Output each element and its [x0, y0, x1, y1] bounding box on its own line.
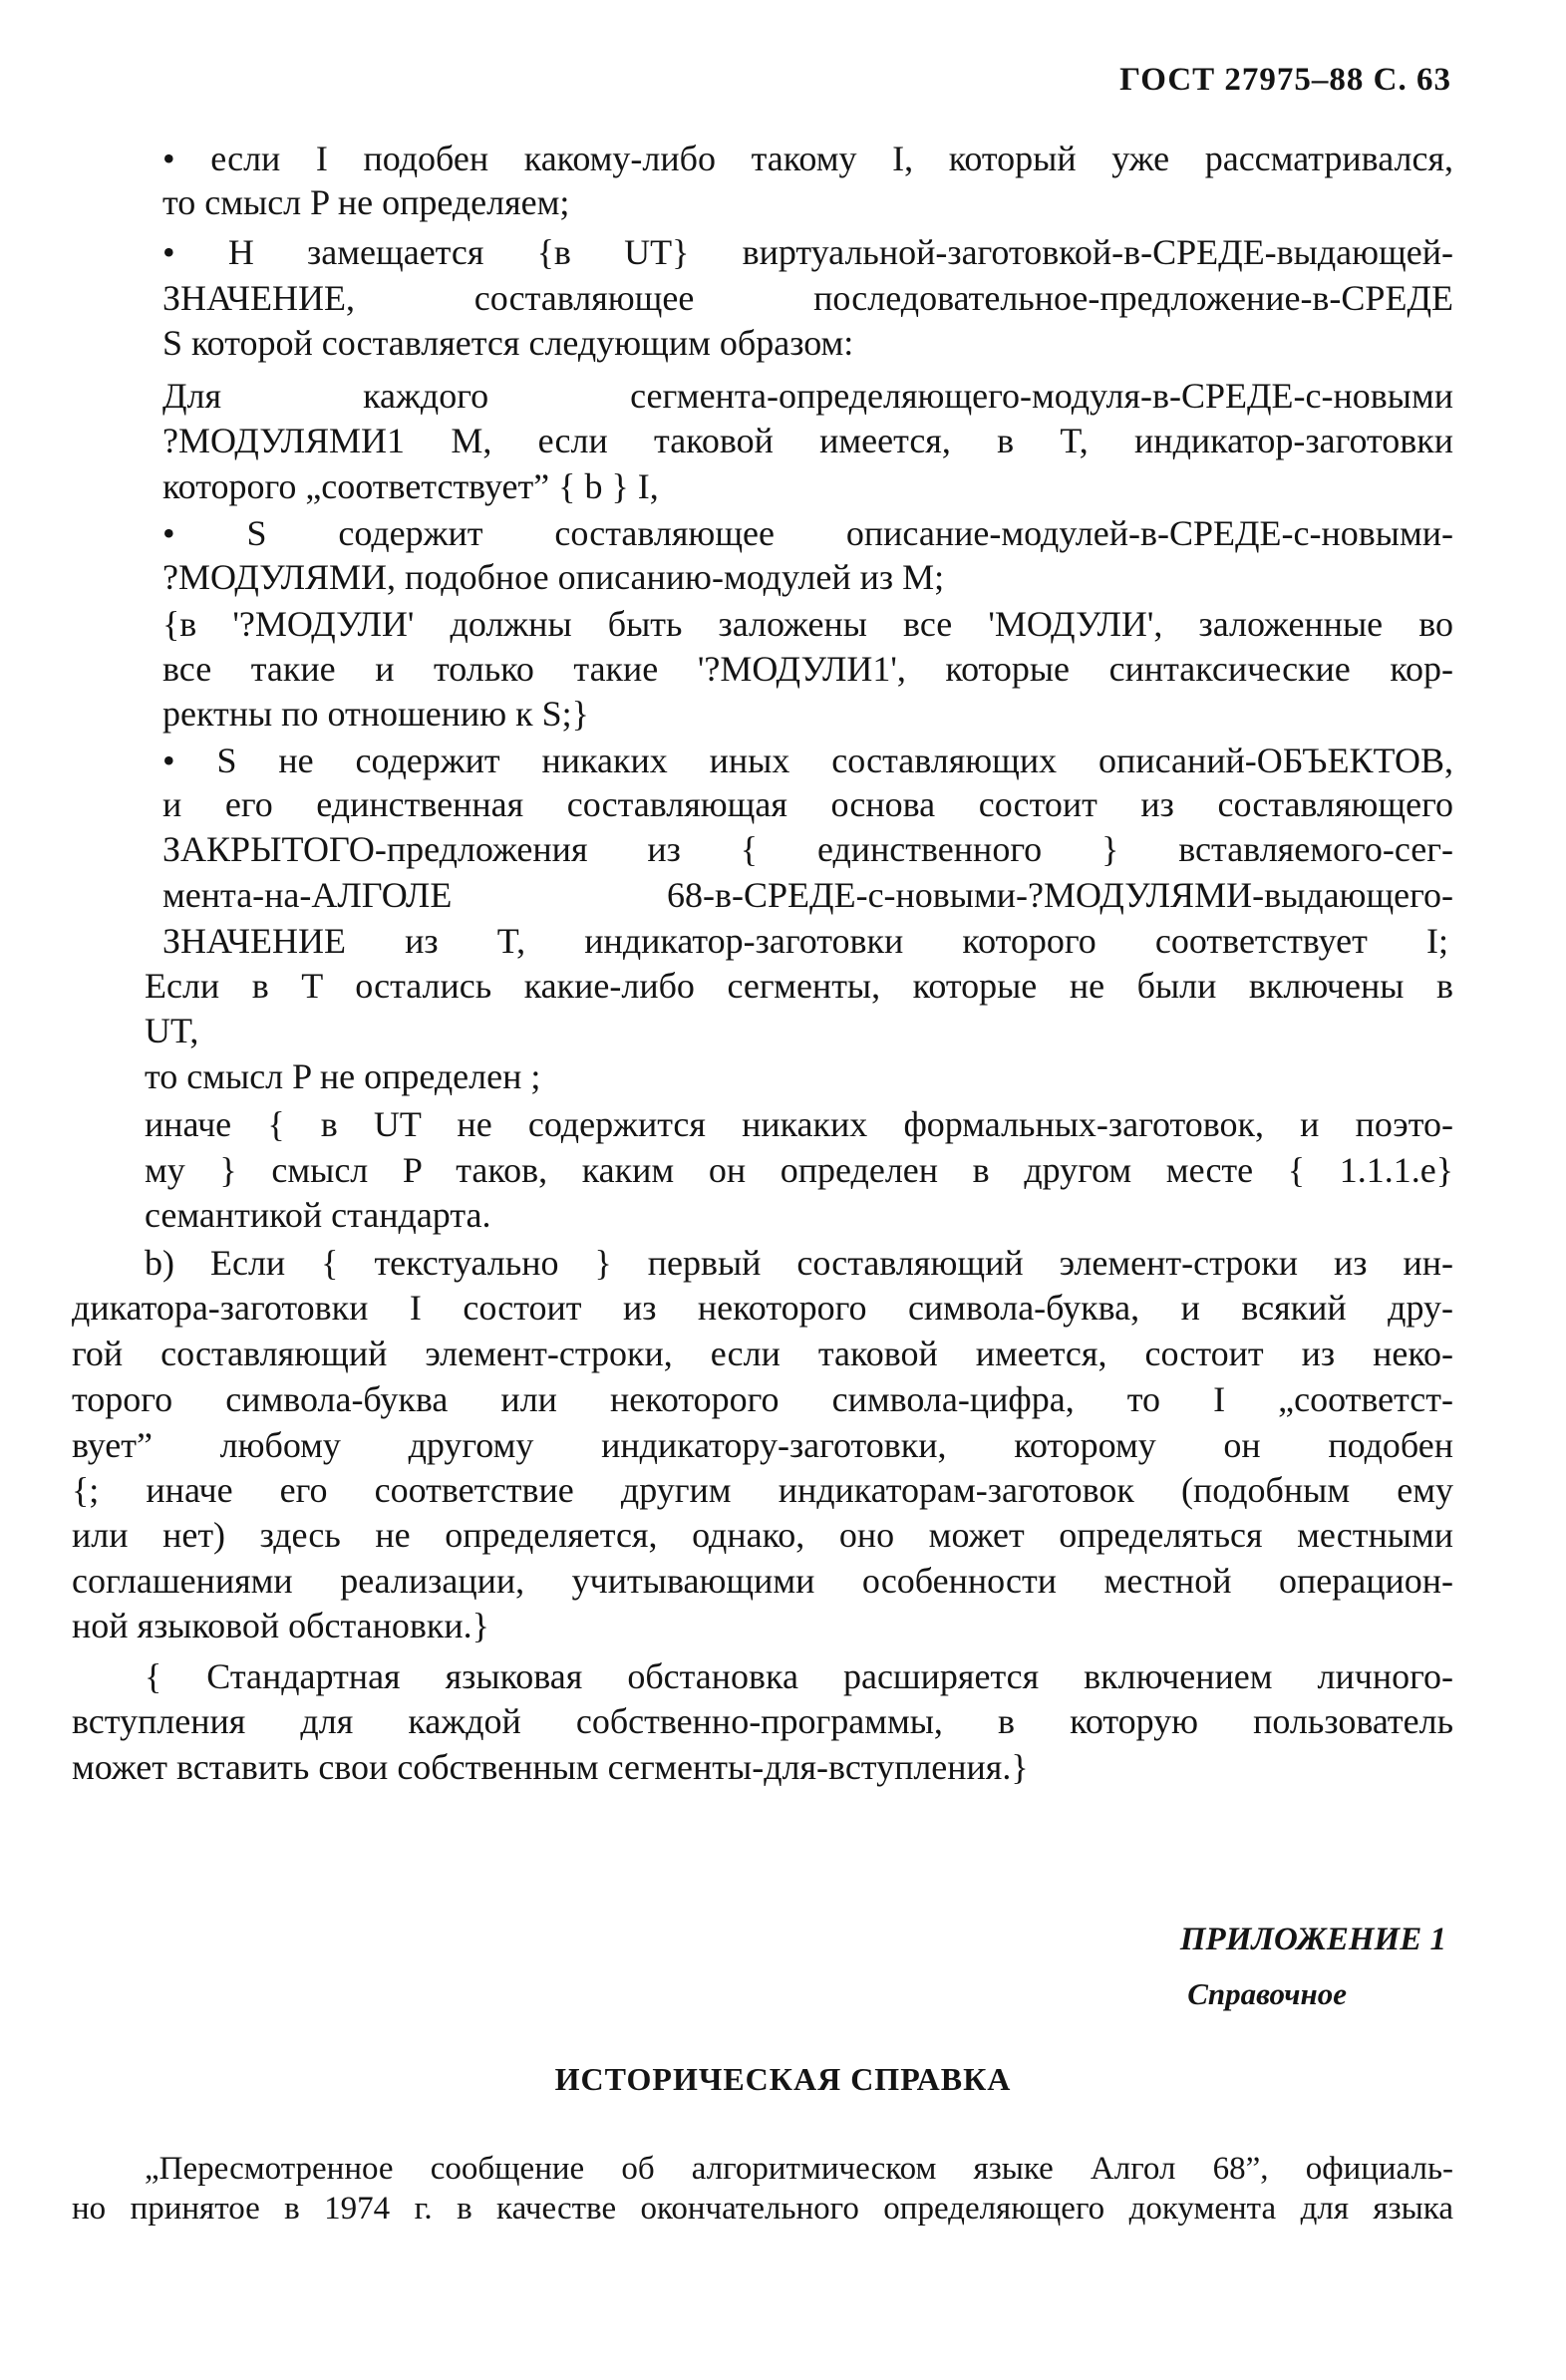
appendix-sublabel: Справочное — [1187, 1976, 1347, 2011]
text-line: • если I подобен какому-либо такому I, который уже рассматривался, — [162, 139, 1453, 178]
appendix-label: ПРИЛОЖЕНИЕ 1 — [1179, 1922, 1446, 1957]
text-line: то смысл P не определен ; — [145, 1056, 541, 1096]
text-line: дикатора-заготовки I состоит из некоторого символа-буква, и всякий дру- — [72, 1288, 1453, 1328]
text-line: • H замещается {в UT} виртуальной-заготовкой-в-СРЕДЕ-выдающей- — [162, 232, 1453, 272]
text-line: ?МОДУЛЯМИ, подобное описанию-модулей из M; — [162, 557, 945, 597]
text-line: и его единственная составляющая основа состоит из составляющего — [162, 784, 1453, 824]
text-line: b) Если { текстуально } первый составляющий элемент-строки из ин- — [145, 1243, 1453, 1283]
text-line: соглашениями реализации, учитывающими особенности местной операцион- — [72, 1561, 1453, 1601]
page-header: ГОСТ 27975–88 С. 63 — [1119, 62, 1451, 98]
text-line: все такие и только такие '?МОДУЛИ1', которые синтаксические кор- — [162, 649, 1453, 689]
text-line: которого „соответствует” { b } I, — [162, 466, 659, 506]
section-heading: ИСТОРИЧЕСКАЯ СПРАВКА — [554, 2061, 1012, 2097]
text-line: ной языковой обстановки.} — [72, 1606, 489, 1645]
text-line: S которой составляется следующим образом: — [162, 323, 854, 363]
text-line: торого символа-буква или некоторого символа-цифра, то I „соответст- — [72, 1379, 1453, 1419]
appendix-text-line: „Пересмотренное сообщение об алгоритмическом языке Алгол 68”, официаль- — [145, 2151, 1453, 2187]
text-line: ректны по отношению к S;} — [162, 694, 589, 734]
text-line: ЗНАЧЕНИЕ, составляющее последовательное-предложение-в-СРЕДЕ — [162, 278, 1453, 318]
text-line: семантикой стандарта. — [145, 1195, 491, 1235]
text-line: может вставить свои собственным сегменты-для-вступления.} — [72, 1747, 1029, 1787]
text-line: му } смысл P таков, каким он определен в другом месте { 1.1.1.e} — [145, 1150, 1453, 1190]
text-line: {; иначе его соответствие другим индикаторам-заготовок (подобным ему — [72, 1470, 1453, 1510]
text-line: гой составляющий элемент-строки, если таковой имеется, состоит из неко- — [72, 1334, 1453, 1373]
text-line: иначе { в UT не содержится никаких формальных-заготовок, и поэто- — [145, 1104, 1453, 1144]
text-line: вступления для каждой собственно-программы, в которую пользователь — [72, 1701, 1453, 1741]
text-line: UT, — [145, 1011, 199, 1050]
text-line: • S не содержит никаких иных составляющих описаний-ОБЪЕКТОВ, — [162, 741, 1453, 780]
text-line: Если в T остались какие-либо сегменты, которые не были включены в — [145, 966, 1453, 1006]
text-line: {в '?МОДУЛИ' должны быть заложены все 'МОДУЛИ', заложенные во — [162, 604, 1453, 644]
text-line: мента-на-АЛГОЛЕ 68-в-СРЕДЕ-с-новыми-?МОДУЛЯМИ-выдающего- — [162, 875, 1453, 915]
text-line: или нет) здесь не определяется, однако, оно может определяться местными — [72, 1515, 1453, 1555]
text-line: ЗНАЧЕНИЕ из T, индикатор-заготовки которого соответствует I; — [162, 921, 1448, 961]
text-line: ЗАКРЫТОГО-предложения из { единственного } вставляемого-сег- — [162, 829, 1453, 869]
appendix-text-line: но принятое в 1974 г. в качестве окончательного определяющего документа для языка — [72, 2191, 1453, 2227]
text-line: • S содержит составляющее описание-модулей-в-СРЕДЕ-с-новыми- — [162, 513, 1453, 553]
text-line: { Стандартная языковая обстановка расширяется включением личного- — [145, 1656, 1453, 1696]
text-line: то смысл P не определяем; — [162, 182, 570, 222]
text-line: вует” любому другому индикатору-заготовки, которому он подобен — [72, 1425, 1453, 1465]
text-line: Для каждого сегмента-определяющего-модуля-в-СРЕДЕ-с-новыми — [162, 376, 1453, 416]
text-line: ?МОДУЛЯМИ1 M, если таковой имеется, в T, индикатор-заготовки — [162, 421, 1453, 460]
